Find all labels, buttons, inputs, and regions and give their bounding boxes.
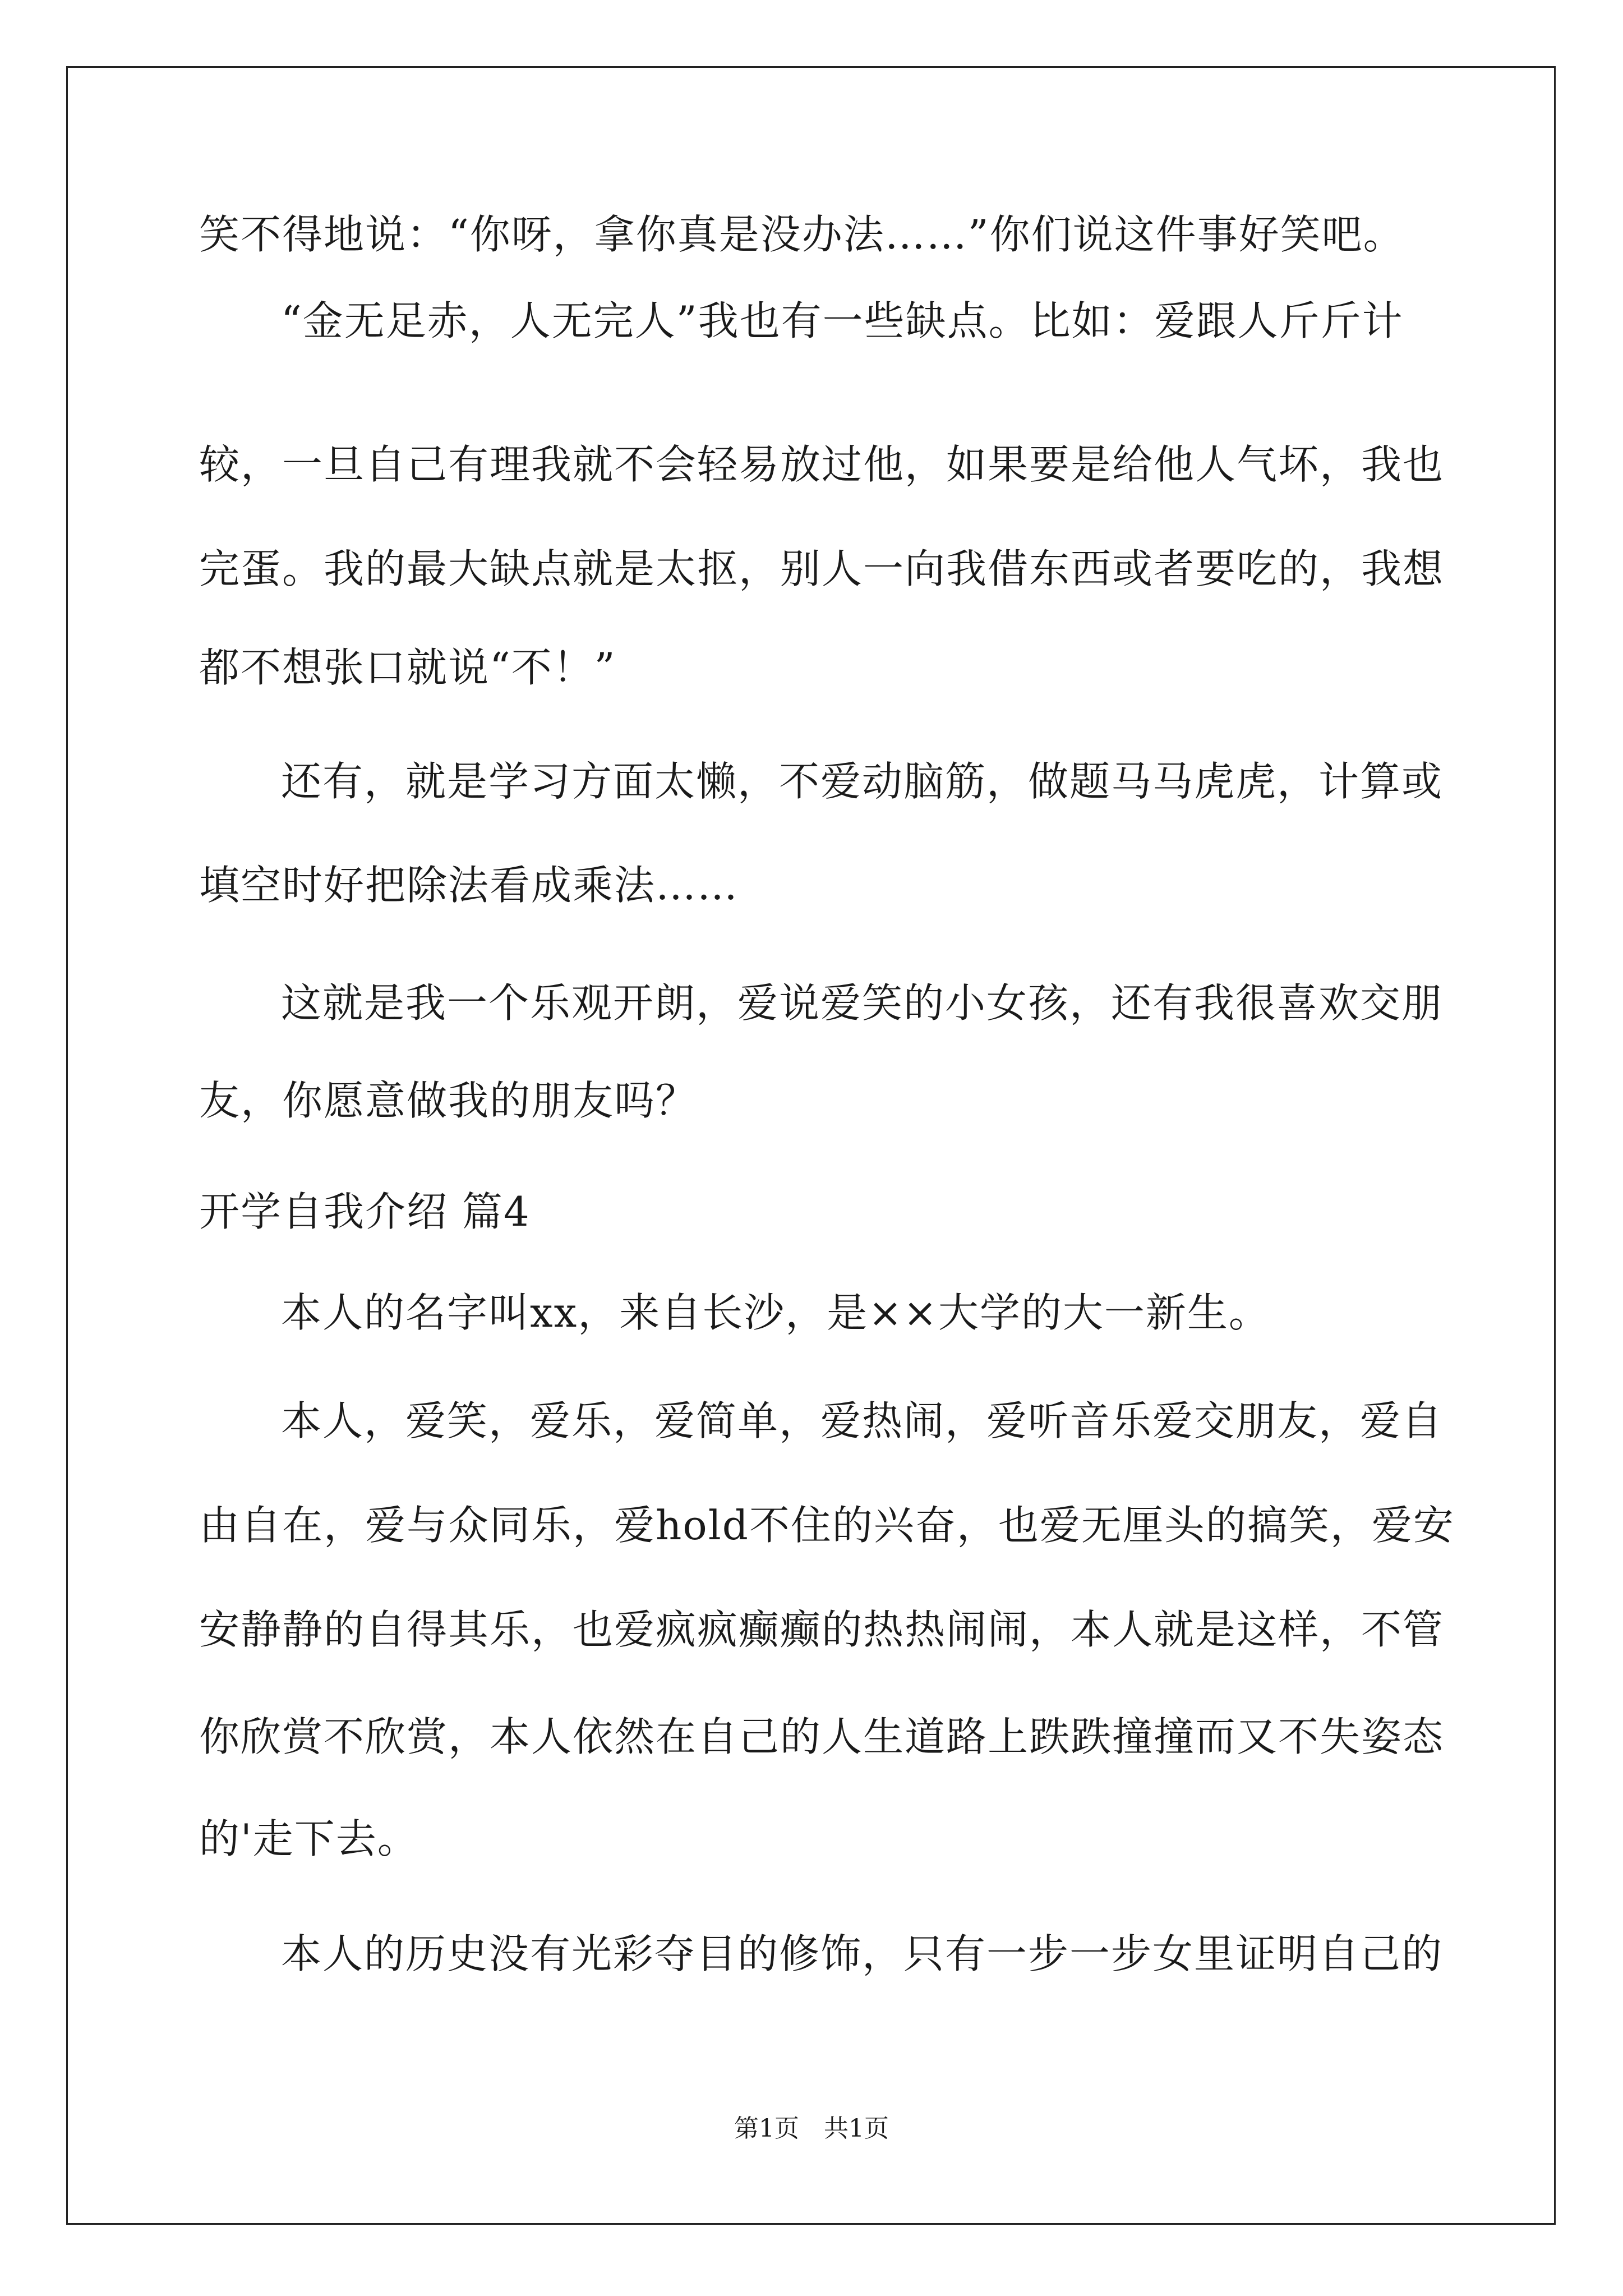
paragraph-line: 都不想张口就说“不！” bbox=[199, 644, 616, 691]
paragraph-line: 由自在，爱与众同乐，爱hold不住的兴奋，也爱无厘头的搞笑，爱安 bbox=[199, 1502, 1455, 1549]
page-border bbox=[66, 66, 1556, 2225]
paragraph-line: 本人的名字叫xx，来自长沙，是××大学的大一新生。 bbox=[281, 1289, 1270, 1336]
paragraph-line: 友，你愿意做我的朋友吗？ bbox=[199, 1077, 698, 1124]
paragraph-line: 本人，爱笑，爱乐，爱简单，爱热闹，爱听音乐爱交朋友，爱自 bbox=[281, 1397, 1444, 1444]
paragraph-line: 本人的历史没有光彩夺目的修饰，只有一步一步女里证明自己的 bbox=[281, 1930, 1444, 1977]
paragraph-line: 安静静的自得其乐，也爱疯疯癫癫的热热闹闹，本人就是这样，不管 bbox=[199, 1606, 1445, 1653]
paragraph-line: 笑不得地说：“你呀，拿你真是没办法……”你们说这件事好笑吧。 bbox=[199, 211, 1405, 258]
paragraph-line: 你欣赏不欣赏，本人依然在自己的人生道路上跌跌撞撞而又不失姿态 bbox=[199, 1713, 1445, 1760]
paragraph-line: 较，一旦自己有理我就不会轻易放过他，如果要是给他人气坏，我也 bbox=[199, 441, 1445, 488]
paragraph-line: 填空时好把除法看成乘法…… bbox=[199, 862, 739, 909]
section-heading: 开学自我介绍 篇4 bbox=[199, 1188, 531, 1235]
paragraph-line: 完蛋。我的最大缺点就是太抠，别人一向我借东西或者要吃的，我想 bbox=[199, 545, 1445, 592]
paragraph-line: 还有，就是学习方面太懒，不爱动脑筋，做题马马虎虎，计算或 bbox=[281, 758, 1444, 805]
paragraph-line: “金无足赤，人无完人”我也有一些缺点。比如：爱跟人斤斤计 bbox=[281, 297, 1404, 344]
paragraph-line: 这就是我一个乐观开朗，爱说爱笑的小女孩，还有我很喜欢交朋 bbox=[281, 979, 1444, 1027]
page-number-footer: 第1页 共1页 bbox=[734, 2114, 889, 2143]
paragraph-line: 的'走下去。 bbox=[199, 1815, 419, 1862]
